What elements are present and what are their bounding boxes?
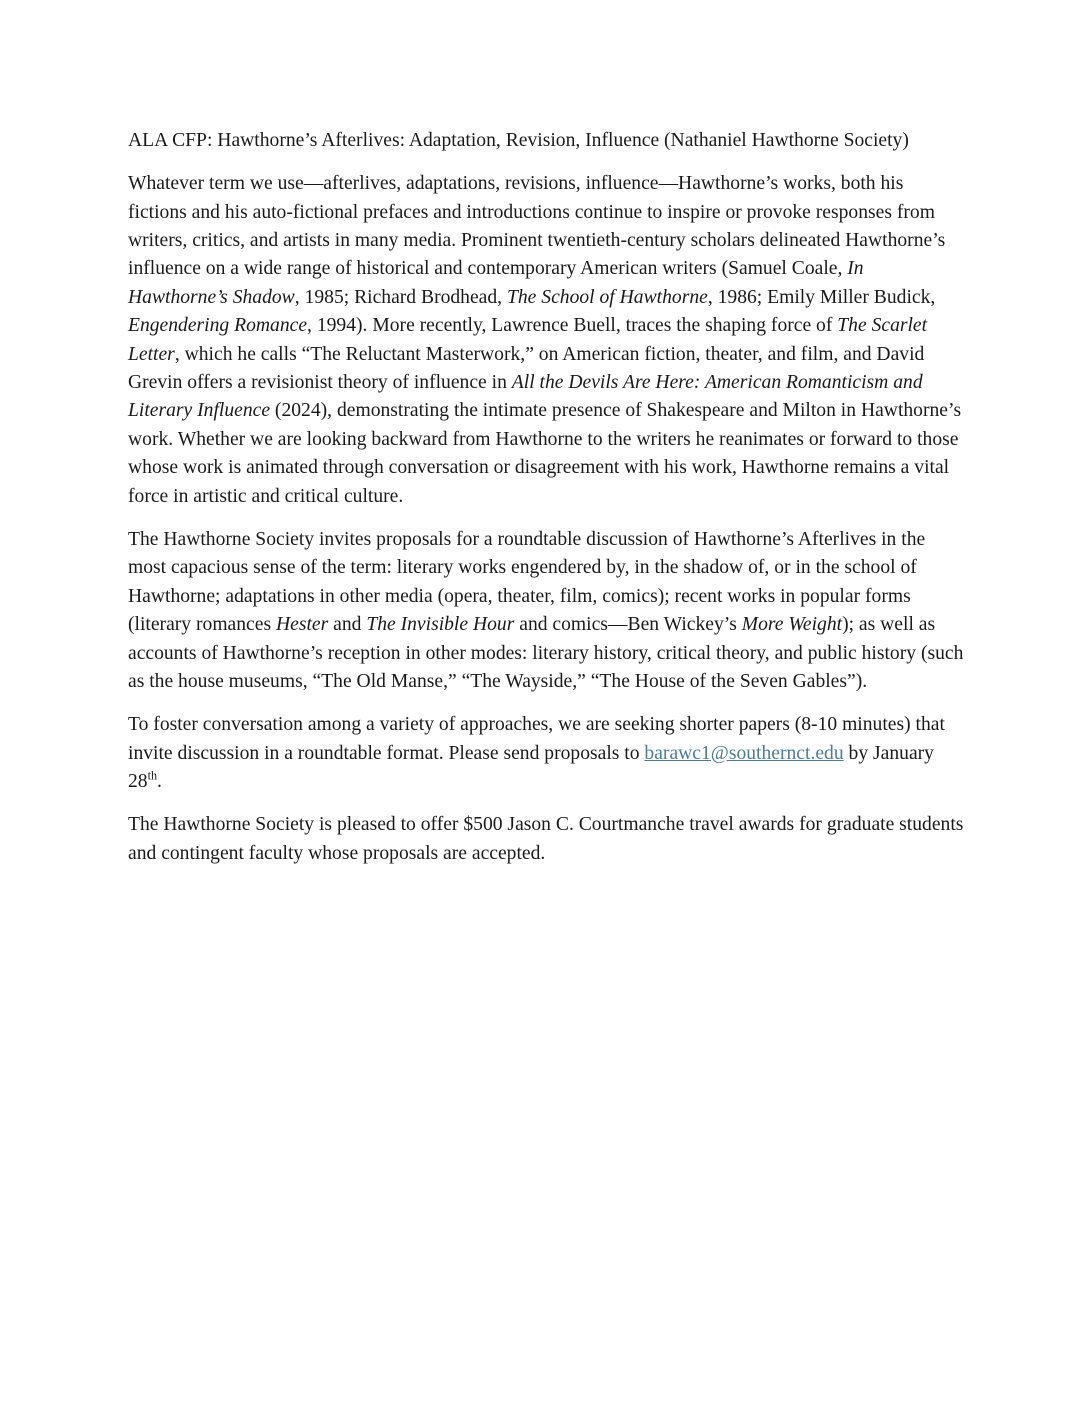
proposal-text-1: The Hawthorne Society invites proposals for a roundtable discussion of Hawthorne’s Afterlives in the most capacious sense of the term: literary works engendered by, in the shadow of, or in the school of Hawthorne; adaptations in other media (opera, theater, film, comics); recent works in popular forms (literary romances bbox=[128, 528, 926, 636]
submission-text-1: To foster conversation among a variety of approaches, we are seeking shorter papers (8-10 minutes) that invite discussion in a roundtable format. Please send proposals to bbox=[128, 714, 945, 764]
book-title-invisible-hour: The Invisible Hour bbox=[366, 614, 515, 636]
intro-text-3: , 1986; Emily Miller Budick, bbox=[707, 286, 936, 308]
awards-paragraph: The Hawthorne Society is pleased to offer $500 Jason C. Courtmanche travel awards for graduate students and contingent faculty whose proposals are accepted. bbox=[128, 814, 964, 864]
book-title-more-weight: More Weight bbox=[741, 614, 843, 636]
submission-text-3: . bbox=[157, 770, 162, 792]
email-link[interactable]: barawc1@southernct.edu bbox=[644, 742, 844, 764]
intro-paragraph bbox=[128, 170, 964, 511]
book-title-school-of-hawthorne: The School of Hawthorne bbox=[506, 286, 708, 308]
intro-text-1: Whatever term we use—afterlives, adaptations, revisions, influence—Hawthorne’s works, both his fictions and his auto-fictional prefaces and introductions continue to inspire or provoke responses from writers, critics, and artists in many media. Prominent twentieth-century scholars delineated Hawthorne’s influence on a wide range of historical and contemporary American writers (Samuel Coale, bbox=[128, 173, 946, 280]
ordinal-suffix: th bbox=[147, 768, 158, 783]
submission-text-2: by January 28 bbox=[128, 742, 934, 792]
book-title-all-the-devils: All the Devils Are Here: American Romanticism and Literary Influence bbox=[128, 372, 923, 422]
proposal-text-3: and comics—Ben Wickey’s bbox=[514, 614, 742, 636]
proposal-paragraph bbox=[128, 526, 964, 696]
document-page bbox=[128, 127, 964, 883]
submission-paragraph bbox=[128, 711, 964, 796]
intro-text-5: , which he calls “The Reluctant Masterwork,” on American fiction, theater, and film, and David Grevin offers a revisionist theory of influence in bbox=[128, 343, 925, 394]
document-title: ALA CFP: Hawthorne’s Afterlives: Adaptation, Revision, Influence (Nathaniel Hawthorne Society) bbox=[128, 130, 909, 151]
book-title-in-hawthornes-shadow: In Hawthorne’s Shadow bbox=[128, 258, 864, 308]
intro-text-6: (2024), demonstrating the intimate presence of Shakespeare and Milton in Hawthorne’s work. Whether we are looking backward from Hawthorne to the writers he reanimates or forward to those whose work is animated through conversation or disagreement with his work, Hawthorne remains a vital force in artistic and critical culture. bbox=[128, 400, 962, 507]
intro-text-4: , 1994). More recently, Lawrence Buell, traces the shaping force of bbox=[307, 315, 838, 337]
proposal-text-4: ); as well as accounts of Hawthorne’s reception in other modes: literary history, critical theory, and public history (such as the house museums, “The Old Manse,” “The Wayside,” “The House of the Seven Gables”). bbox=[128, 614, 964, 692]
intro-text-2: , 1985; Richard Brodhead, bbox=[294, 286, 507, 308]
book-title-engendering-romance: Engendering Romance bbox=[128, 315, 308, 337]
book-title-hester: Hester bbox=[275, 614, 329, 636]
proposal-text-2: and bbox=[328, 614, 367, 636]
book-title-scarlet-letter: The Scarlet Letter bbox=[128, 315, 928, 365]
